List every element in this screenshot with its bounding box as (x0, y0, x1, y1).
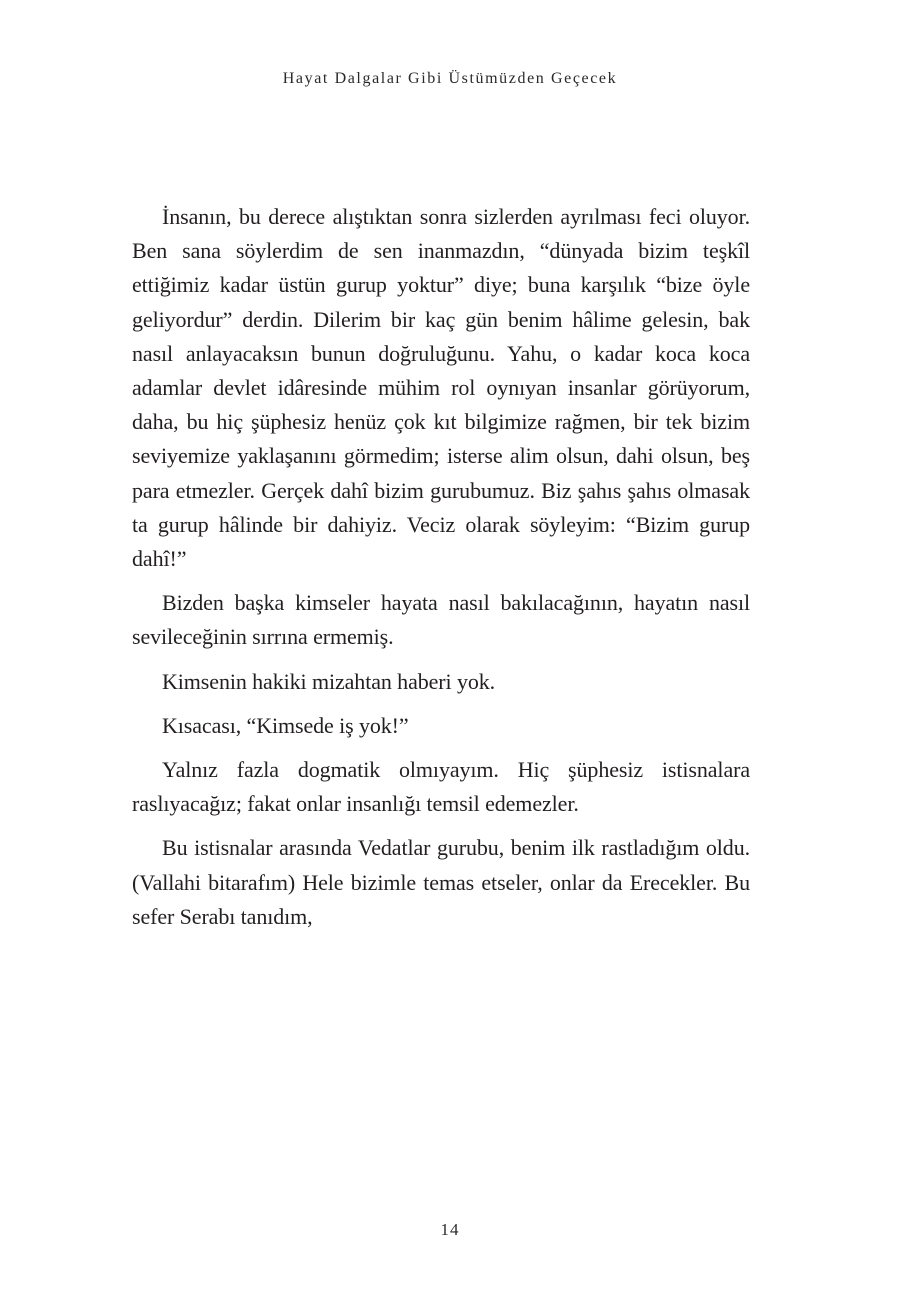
paragraph: Kimsenin hakiki mizahtan haberi yok. (162, 668, 496, 694)
paragraph: Bu istisnalar arasında Vedatlar gurubu, benim ilk rastladığım oldu. (Vallahi bitarafım) Hele bizimle temas etseler, onlar da Erecekler. Bu sefer Serabı tanıdım, (132, 835, 750, 929)
page-number: 14 (440, 1220, 460, 1239)
paragraph: Kısacası, “Kimsede iş yok!” (162, 712, 409, 738)
running-header: Hayat Dalgalar Gibi Üstümüzden Geçecek (282, 70, 618, 87)
paragraph: Bizden başka kimseler hayata nasıl bakılacağının, hayatın nasıl sevileceğinin sırrına ermemiş. (132, 590, 750, 650)
body-text (132, 200, 750, 944)
paragraph: Yalnız fazla dogmatik olmıyayım. Hiç şüphesiz istisnalara raslıyacağız; fakat onlar insanlığı temsil edemezler. (132, 757, 750, 817)
paragraph: İnsanın, bu derece alıştıktan sonra sizlerden ayrılması feci oluyor. Ben sana söylerdim de sen inanmazdın, “dünyada bizim teşkîl ettiğimiz kadar üstün gurup yoktur” diye; buna karşılık “bize öyle geliyordur” derdin. Dilerim bir kaç gün benim hâlime gelesin, bak nasıl anlayacaksın bunun doğruluğunu. Yahu, o kadar koca koca adamlar devlet idâresinde mühim rol oynıyan insanlar görüyorum, daha, bu hiç şüphesiz henüz çok kıt bilgimize rağmen, bir tek bizim seviyemize yaklaşanını görmedim; isterse alim olsun, dahi olsun, beş para etmezler. Gerçek dahî bizim gurubumuz. Biz şahıs şahıs olmasak ta gurup hâlinde bir dahiyiz. Veciz olarak söyleyim: “Bizim gurup dahî!” (132, 204, 750, 572)
